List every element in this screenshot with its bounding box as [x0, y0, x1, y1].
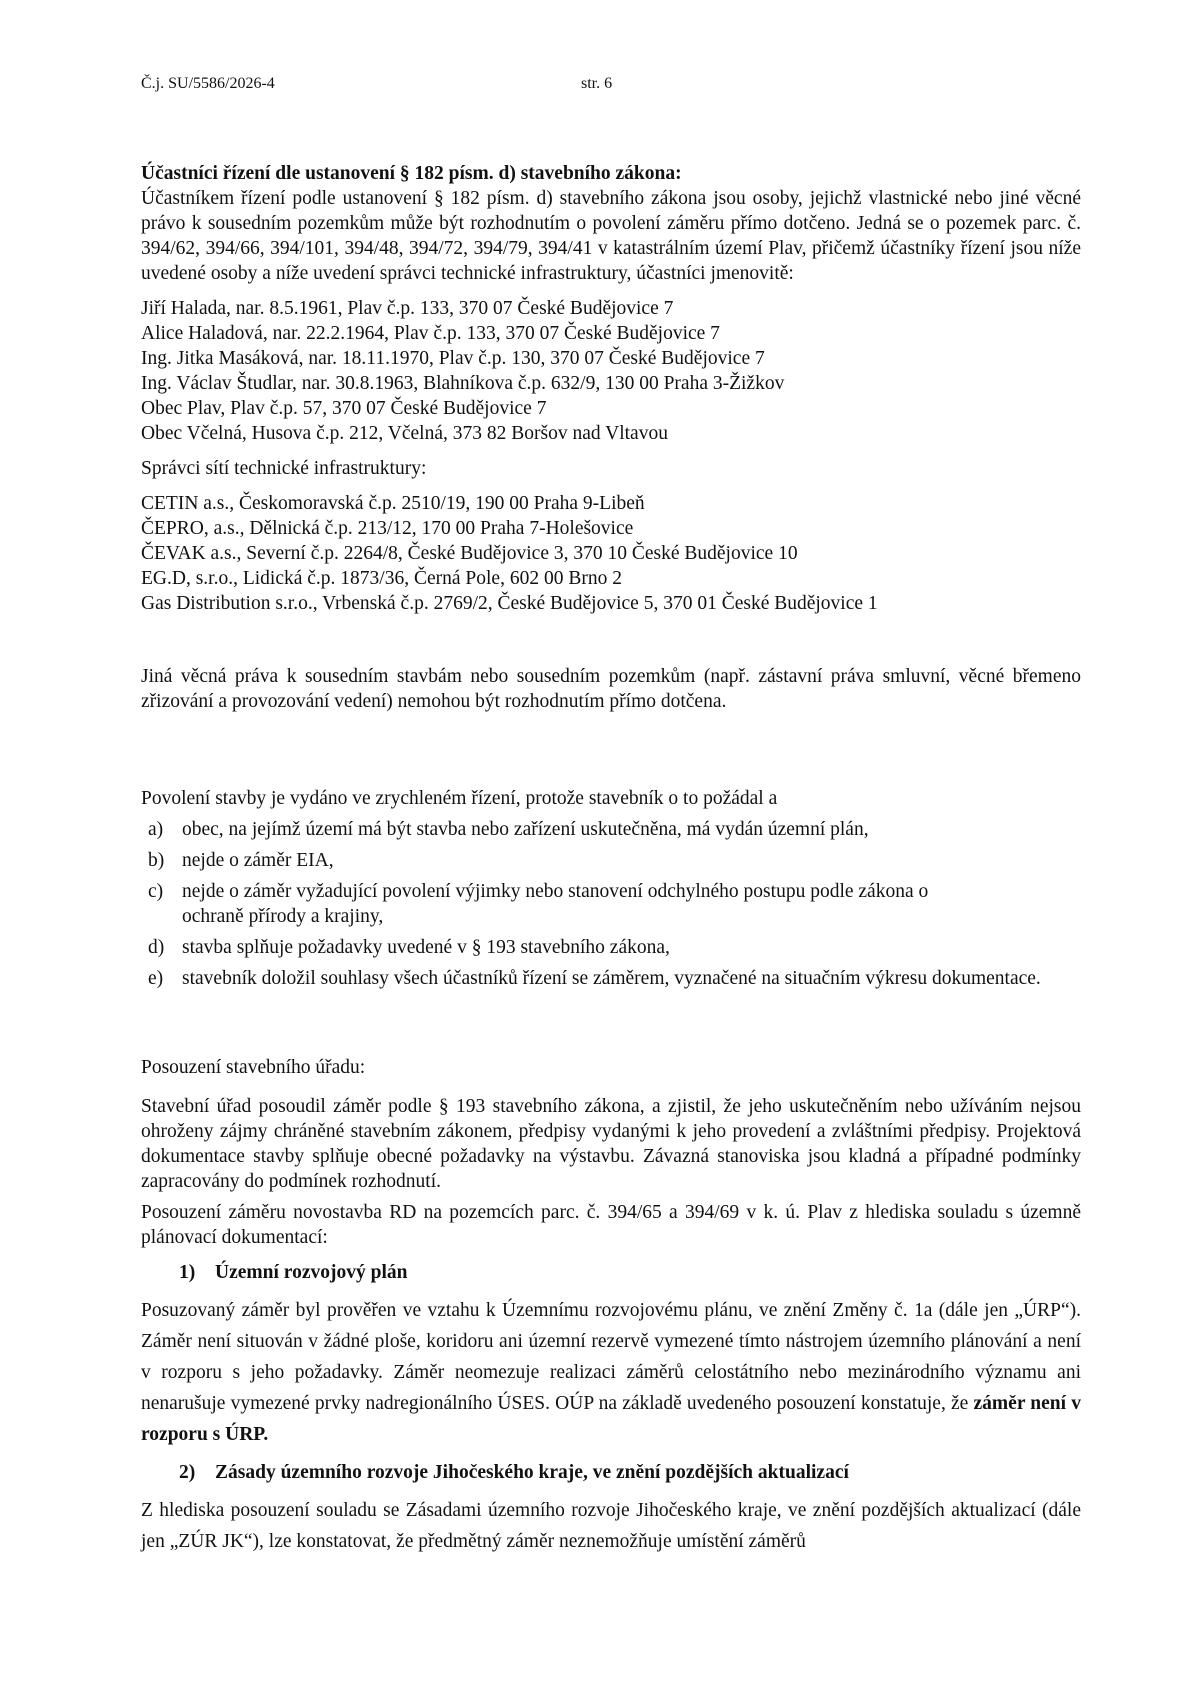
- planning-sections: [141, 1460, 1081, 1485]
- page-header: [141, 71, 701, 95]
- urp-paragraph: [141, 1295, 1081, 1450]
- fast-track-conditions: [141, 817, 1081, 991]
- infra-item: Gas Distribution s.r.o., Vrbenská č.p. 2769/2, České Budějovice 5, 370 01 České Budějovice 1: [141, 593, 878, 614]
- condition-item: [141, 966, 1081, 991]
- condition-text: stavba splňuje požadavky uvedené v § 193 stavebního zákona,: [182, 937, 670, 958]
- planning-section-title: [141, 1260, 1081, 1285]
- reference-number: Č.j. SU/5586/2026-4: [141, 75, 275, 92]
- list-marker: d): [148, 937, 165, 958]
- participant-item: Alice Haladová, nar. 22.2.1964, Plav č.p. 133, 370 07 České Budějovice 7: [141, 323, 720, 344]
- section-marker: 1): [179, 1262, 196, 1283]
- participant-item: Obec Včelná, Husova č.p. 212, Včelná, 373 82 Boršov nad Vltavou: [141, 423, 668, 444]
- condition-text: obec, na jejímž území má být stavba nebo zařízení uskutečněna, má vydán územní plán,: [182, 819, 869, 840]
- list-marker: c): [148, 881, 164, 902]
- page-number: str. 6: [581, 75, 613, 92]
- condition-item: [141, 817, 1081, 842]
- assessment-heading: Posouzení stavebního úřadu:: [141, 1057, 366, 1078]
- other-rights-paragraph: Jiná věcná práva k sousedním stavbám nebo sousedním pozemkům (např. zástavní práva smluvní, věcné břemeno zřizování a provozování vedení) nemohou být rozhodnutím přímo dotčena.: [141, 666, 1081, 712]
- participant-item: Ing. Jitka Masáková, nar. 18.11.1970, Plav č.p. 130, 370 07 České Budějovice 7: [141, 348, 765, 369]
- participant-item: Jiří Halada, nar. 8.5.1961, Plav č.p. 133, 370 07 České Budějovice 7: [141, 298, 674, 319]
- condition-item: [141, 935, 1081, 960]
- assessment-paragraph: Stavební úřad posoudil záměr podle § 193 stavebního zákona, a zjistil, že jeho uskutečněním nebo užíváním nejsou ohroženy zájmy chráněné stavebním zákonem, předpisy vydanými k jeho provedení a zvláštními předpisy. Projektová dokumentace stavby splňuje obecné požadavky na výstavbu. Závazná stanoviska jsou kladná a případné podmínky zapracovány do podmínek rozhodnutí.: [141, 1096, 1081, 1192]
- list-marker: a): [148, 819, 164, 840]
- list-marker: e): [148, 968, 164, 989]
- planning-section-title: [141, 1460, 1081, 1485]
- document-body: [141, 161, 1081, 1557]
- section-title: Územní rozvojový plán: [215, 1262, 408, 1283]
- infra-item: ČEVAK a.s., Severní č.p. 2264/8, České Budějovice 3, 370 10 České Budějovice 10: [141, 543, 798, 564]
- section-title: Zásady územního rozvoje Jihočeského kraje, ve znění pozdějších aktualizací: [215, 1462, 849, 1483]
- condition-text: nejde o záměr vyžadující povolení výjimky nebo stanovení odchylného postupu podle zákona o ochraně přírody a krajiny,: [182, 881, 929, 927]
- condition-item: [141, 848, 1081, 873]
- infra-item: CETIN a.s., Českomoravská č.p. 2510/19, 190 00 Praha 9-Libeň: [141, 493, 645, 514]
- participant-item: Obec Plav, Plav č.p. 57, 370 07 České Budějovice 7: [141, 398, 547, 419]
- infra-list: [141, 491, 1081, 616]
- condition-text: nejde o záměr EIA,: [182, 850, 334, 871]
- planning-paragraph: Posouzení záměru novostavba RD na pozemcích parc. č. 394/65 a 394/69 v k. ú. Plav z hlediska souladu s územně plánovací dokumentací:: [141, 1202, 1081, 1248]
- planning-sections: [141, 1260, 1081, 1285]
- infra-item: EG.D, s.r.o., Lidická č.p. 1873/36, Černá Pole, 602 00 Brno 2: [141, 568, 622, 589]
- urp-conclusion: záměr není v rozporu s ÚRP.: [141, 1393, 1081, 1445]
- fast-track-intro: Povolení stavby je vydáno ve zrychleném řízení, protože stavebník o to požádal a: [141, 788, 778, 809]
- section-marker: 2): [179, 1462, 196, 1483]
- participants-intro: Účastníkem řízení podle ustanovení § 182 písm. d) stavebního zákona jsou osoby, jejichž vlastnické nebo jiné věcné právo k sousedním pozemkům může být rozhodnutím o povolení záměru přímo dotčeno. Jedná se o pozemek parc. č. 394/62, 394/66, 394/101, 394/48, 394/72, 394/79, 394/41 v katastrálním území Plav, přičemž účastníky řízení jsou níže uvedené osoby a níže uvedení správci technické infrastruktury, účastníci jmenovitě:: [141, 188, 1081, 284]
- section-heading-participants: Účastníci řízení dle ustanovení § 182 písm. d) stavebního zákona:: [141, 163, 682, 184]
- urp-text: Posuzovaný záměr byl prověřen ve vztahu k Územnímu rozvojovému plánu, ve znění Změny č. 1a (dále jen „ÚRP“). Záměr není situován v žádné ploše, koridoru ani územní rezervě vymezené tímto nástrojem územního plánování a není v rozporu s jeho požadavky. Záměr neomezuje realizaci záměrů celostátního nebo mezinárodního významu ani nenarušuje vymezené prvky nadregionálního ÚSES. OÚP na základě uvedeného posouzení konstatuje, že: [141, 1300, 1081, 1414]
- zur-paragraph: Z hlediska posouzení souladu se Zásadami územního rozvoje Jihočeského kraje, ve znění pozdějších aktualizací (dále jen „ZÚR JK“), lze konstatovat, že předmětný záměr neznemožňuje umístění záměrů: [141, 1500, 1081, 1552]
- condition-text: stavebník doložil souhlasy všech účastníků řízení se záměrem, vyznačené na situačním výkresu dokumentace.: [182, 968, 1041, 989]
- infra-item: ČEPRO, a.s., Dělnická č.p. 213/12, 170 00 Praha 7-Holešovice: [141, 518, 634, 539]
- list-marker: b): [148, 850, 165, 871]
- condition-item: [141, 879, 1081, 929]
- participant-item: Ing. Václav Študlar, nar. 30.8.1963, Blahníkova č.p. 632/9, 130 00 Praha 3-Žižkov: [141, 373, 785, 394]
- participant-list: [141, 296, 1081, 446]
- infra-heading: Správci sítí technické infrastruktury:: [141, 458, 427, 479]
